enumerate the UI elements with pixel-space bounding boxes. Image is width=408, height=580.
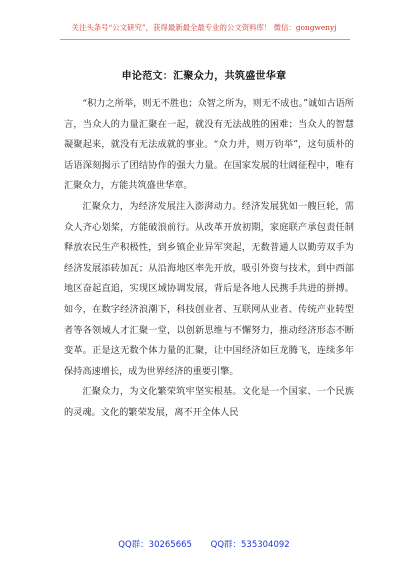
- header-divider: [60, 39, 350, 40]
- footer-qq-group-2: QQ群：535304092: [210, 540, 290, 550]
- document-body: [64, 94, 354, 424]
- footer-qq-group-1: QQ群：30265665: [118, 540, 192, 550]
- paragraph-1: “积力之所举，则无不胜也；众智之所为，则无不成也。”诚如古语所言，当众人的力量汇聚在一起，就没有无法战胜的困难；当众人的智慧凝聚起来，就没有无法成就的事业。“众力并，则万钧举”，这句质朴的话语深刻揭示了团结协作的强大力量。在国家发展的壮阔征程中，唯有汇聚众力，方能共筑盛世华章。: [64, 98, 354, 192]
- paragraph-3: 汇聚众力，为文化繁荣筑牢坚实根基。文化是一个国家、一个民族的灵魂。文化的繁荣发展，离不开全体人民: [64, 386, 354, 418]
- footer: [0, 538, 408, 550]
- paragraph-2: 汇聚众力，为经济发展注入澎湃动力。经济发展犹如一艘巨轮，需众人齐心划桨，方能破浪前行。从改革开放初期，家庭联产承包责任制释放农民生产积极性，到乡镇企业异军突起，无数普通人以勤劳双手为经济发展添砖加瓦；从沿海地区率先开放，吸引外资与技术，到中西部地区奋起直追，实现区域协调发展，背后是各地人民携手共进的拼搏。如今，在数字经济浪潮下，科技创业者、互联网从业者、传统产业转型者等各领域人才汇聚一堂，以创新思维与不懈努力，推动经济形态不断变革。正是这无数个体力量的汇聚，让中国经济如巨龙腾飞，连续多年保持高速增长，成为世界经济的重要引擎。: [64, 200, 354, 377]
- header-note: 关注头条号“公文研究”，获得最新最全最专业的公文资料库！ 微信：gongwenyj: [71, 23, 337, 32]
- document-title: 申论范文：汇聚众力，共筑盛世华章: [121, 71, 287, 82]
